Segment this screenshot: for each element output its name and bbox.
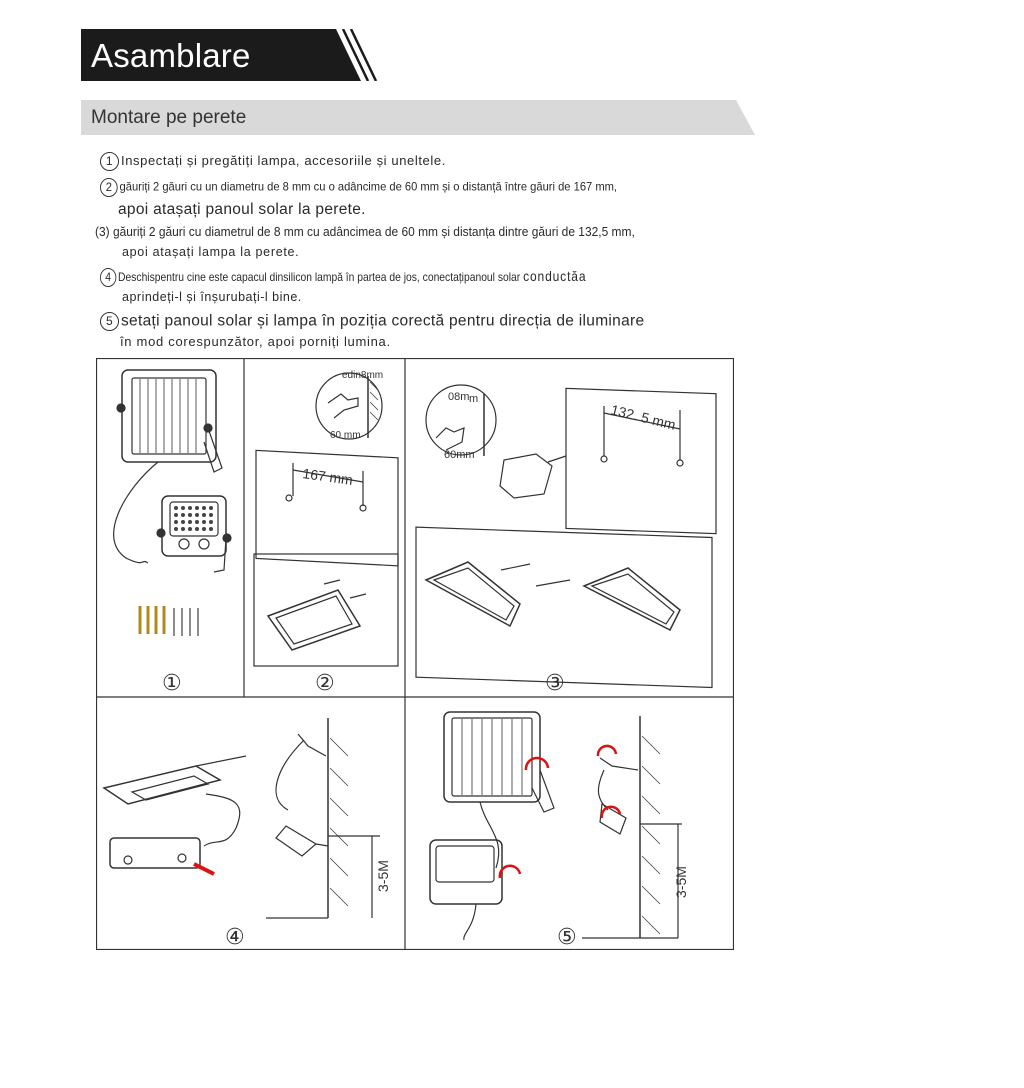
height-label-5: 3-5M (673, 866, 689, 898)
step-5-continuation: în mod corespunzător, apoi porniți lumina. (120, 334, 391, 349)
panel-4-illustration (104, 718, 391, 918)
step-number: 5 (100, 312, 119, 331)
depth-label-top: edin8mm (342, 370, 384, 381)
depth-label-60b: 60mm (444, 449, 475, 461)
panel-label-4: ④ (225, 925, 245, 950)
spacing-label-132: 132. 5 mm (609, 401, 678, 433)
step-text: setați panoul solar și lampa în poziția corectă pentru direcția de iluminare (121, 312, 645, 330)
step-text-emphasis: conductăa (523, 268, 587, 284)
step-number: 1 (100, 152, 119, 171)
height-label-4: 3-5M (375, 860, 391, 892)
page-title: Asamblare (91, 37, 251, 74)
step-3-continuation: apoi atașați lampa la perete. (122, 245, 300, 259)
step-4 (100, 268, 586, 287)
spacing-label-167: 167 mm (301, 465, 354, 489)
step-4-continuation: aprindeți-l și înșurubați-l bine. (122, 290, 302, 304)
panel-label-5: ⑤ (557, 925, 577, 950)
step-number: 2 (100, 178, 118, 197)
title-banner (81, 29, 381, 81)
figure-frame (97, 359, 734, 950)
step-2-continuation: apoi atașați panoul solar la perete. (118, 201, 366, 218)
panel-label-3: ③ (545, 671, 565, 696)
panel-2-illustration (254, 373, 398, 666)
diameter-label-m: m (469, 393, 479, 405)
step-text: găuriți 2 găuri cu diametrul de 8 mm cu adâncimea de 60 mm și distanța dintre găuri de 132,5 mm, (112, 224, 635, 239)
assembly-diagram (96, 358, 734, 950)
step-number: (3) (95, 224, 110, 239)
step-1 (100, 152, 446, 171)
panel-5-illustration (430, 712, 689, 940)
step-3 (95, 224, 635, 239)
depth-label-60: 60 mm (330, 430, 361, 441)
step-number: 4 (100, 268, 116, 287)
step-text: Inspectați și pregătiți lampa, accesoriile și uneltele. (121, 152, 446, 168)
step-5 (100, 312, 644, 331)
panel-label-2: ② (315, 671, 335, 696)
step-2 (100, 178, 617, 197)
section-title: Montare pe perete (91, 107, 247, 128)
diameter-label-08: 08m (448, 391, 470, 403)
panel-label-1: ① (162, 671, 182, 696)
panel-1-illustration (114, 370, 231, 636)
assembly-figure (96, 358, 734, 950)
section-band (81, 100, 755, 135)
step-text: Deschispentru cine este capacul dinsilicon lampă în partea de jos, conectațipanoul solar (118, 270, 521, 284)
step-text: găuriți 2 găuri cu un diametru de 8 mm cu o adâncime de 60 mm și o distanță între găuri de 167 mm, (119, 179, 618, 194)
